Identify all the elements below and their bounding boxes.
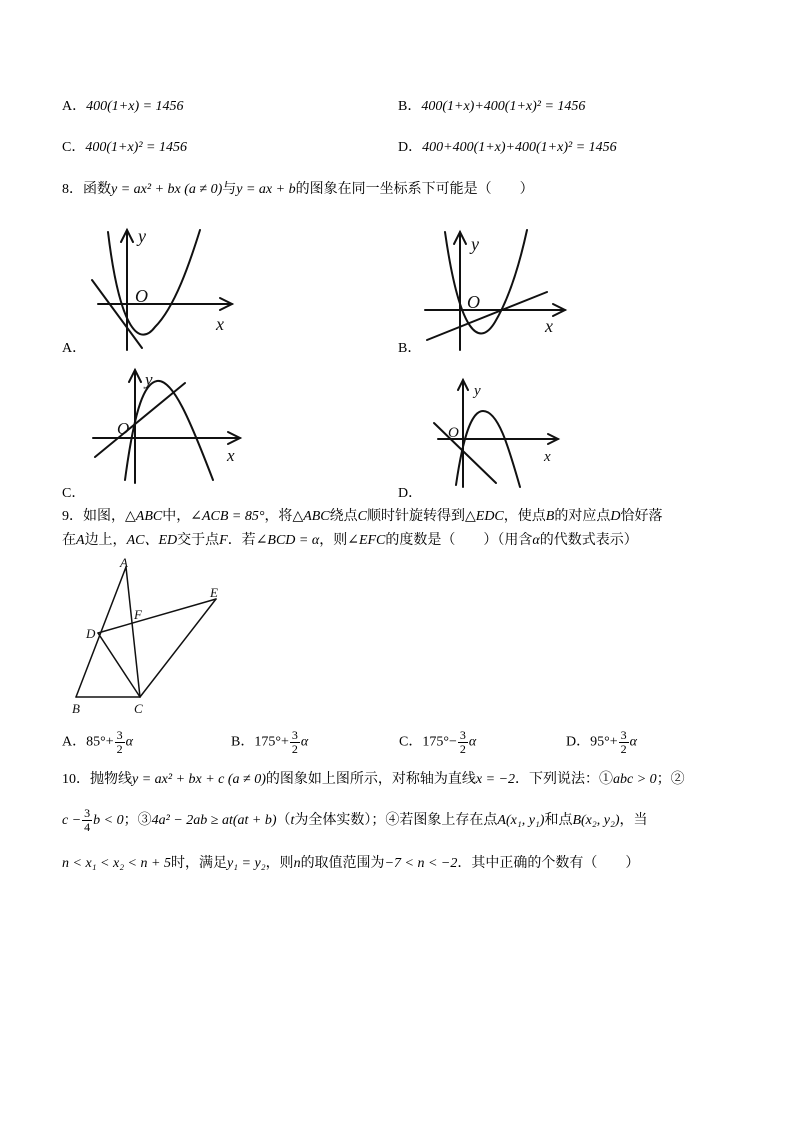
formula: 4a² − 2ab ≥ at(at + b) (151, 813, 277, 828)
option-expression: 400(1+x)² = 1456 (85, 140, 187, 155)
question-number: 8． (62, 182, 83, 197)
stem-text: 10．抛物线 (62, 772, 132, 787)
option-expression: 400(1+x)+400(1+x)² = 1456 (421, 99, 586, 114)
numerator: 3 (291, 728, 298, 742)
formula: A (76, 533, 85, 548)
stem-text: ．若 (227, 533, 256, 548)
stem-text: 的度数是（ ）（用含 (385, 533, 533, 548)
point-e-label: E (210, 585, 218, 600)
stem-text: 9．如图， (62, 509, 125, 524)
y-label: y (145, 370, 153, 389)
denominator: 4 (84, 820, 91, 835)
option-expression: 400+400(1+x)+400(1+x)² = 1456 (422, 140, 617, 155)
formula: y = ax² + bx + c (a ≠ 0) (132, 772, 266, 787)
stem-text: ，则 (265, 856, 294, 871)
formula: n (293, 856, 301, 871)
fraction (82, 807, 92, 834)
q8-graph-d (428, 375, 568, 490)
denominator: 2 (459, 742, 466, 756)
origin-label: O (117, 419, 130, 438)
formula: −7 < n < −2 (384, 856, 458, 871)
q7-option-b (398, 98, 585, 116)
option-label: B． (398, 99, 422, 114)
q9-option-b (231, 729, 308, 756)
q9-triangle-figure (68, 555, 238, 715)
option-variable: α (300, 734, 309, 750)
q10-line1 (62, 771, 685, 789)
option-variable: α (125, 734, 133, 750)
stem-text: （ (276, 813, 291, 828)
formula: △ABC (292, 509, 330, 524)
formula: α (532, 533, 540, 548)
numerator: 3 (116, 728, 123, 742)
fraction (458, 729, 468, 756)
point-f-label: F (134, 607, 142, 622)
option-label: C． (399, 734, 423, 750)
formula: y = ax + b (236, 182, 296, 197)
denominator: 2 (116, 742, 123, 756)
stem-text: ；② (656, 772, 685, 787)
q9-option-c (399, 729, 476, 756)
stem-text: ，则 (319, 533, 348, 548)
numerator: 3 (620, 728, 627, 742)
formula: y₁ = y₂ (226, 856, 266, 871)
option-label: D． (566, 734, 591, 750)
formula: y = ax² + bx (a ≠ 0) (111, 182, 223, 197)
line (434, 423, 496, 483)
option-degree: 95°+ (590, 734, 618, 750)
formula: △ABC (125, 509, 163, 524)
stem-text: ，将 (264, 509, 293, 524)
line (95, 383, 185, 457)
q9-stem-line1 (62, 508, 662, 526)
option-label: B． (231, 734, 255, 750)
q7-option-c (62, 139, 187, 157)
q9-stem-line2 (62, 532, 638, 550)
option-label: A． (62, 99, 87, 114)
q8-label-c: C． (62, 486, 86, 501)
stem-text: 与 (222, 182, 237, 197)
formula: A(x₁, y₁) (497, 813, 545, 828)
stem-text: 在 (62, 533, 76, 548)
stem-text: 的代数式表示） (539, 533, 638, 548)
q10-line2 (62, 806, 648, 836)
q8-graph-c (85, 365, 255, 490)
stem-text: ．下列说法：① (515, 772, 614, 787)
q10-line3 (62, 855, 639, 873)
formula: F (219, 533, 228, 548)
point-a-label: A (120, 555, 128, 570)
q8-graph-a (80, 222, 250, 357)
y-label: y (471, 234, 479, 254)
q8-label-a: A． (62, 341, 87, 356)
denominator: 2 (620, 742, 627, 756)
parabola (445, 230, 527, 333)
option-expression: 400(1+x) = 1456 (86, 99, 184, 114)
stem-text: 绕点 (329, 509, 358, 524)
formula: ∠BCD = α (255, 533, 320, 548)
option-label: D． (398, 140, 423, 155)
denominator: 2 (291, 742, 298, 756)
stem-text: 交于点 (177, 533, 220, 548)
formula: b < 0 (93, 813, 124, 828)
q7-option-a (62, 98, 184, 116)
stem-text: 中， (162, 509, 191, 524)
x-label: x (227, 446, 235, 465)
stem-text: 恰好落 (620, 509, 663, 524)
q8-stem (62, 181, 534, 199)
origin-label: O (448, 425, 459, 441)
numerator: 3 (84, 806, 91, 821)
y-label: y (138, 226, 146, 246)
option-variable: α (468, 734, 477, 750)
point-c-label: C (134, 701, 143, 716)
stem-text: ，当 (619, 813, 648, 828)
segment-de (98, 599, 216, 633)
option-label: C． (62, 140, 86, 155)
formula: B (545, 509, 555, 524)
option-variable: α (629, 734, 637, 750)
stem-text: ；③ (123, 813, 152, 828)
line (427, 292, 547, 340)
formula: △EDC (465, 509, 504, 524)
point-b-label: B (72, 701, 80, 716)
option-degree: 85°+ (86, 734, 114, 750)
fraction (619, 729, 629, 756)
formula: c − (62, 813, 82, 828)
stem-text: 边上， (84, 533, 127, 548)
stem-text: 的取值范围为 (300, 856, 385, 871)
y-label: y (474, 383, 481, 399)
stem-text: 的图象如上图所示，对称轴为直线 (265, 772, 476, 787)
q9-option-d (566, 729, 637, 756)
x-label: x (545, 316, 553, 336)
stem-text: 函数 (83, 182, 111, 197)
fraction (115, 729, 125, 756)
stem-text: 的对应点 (554, 509, 611, 524)
point-d-label: D (86, 626, 96, 641)
formula: t (290, 813, 295, 828)
stem-text: 的图象在同一坐标系下可能是（ ） (295, 182, 534, 197)
option-label: A． (62, 734, 87, 750)
formula: C (357, 509, 367, 524)
formula: n < x₁ < x₂ < n + 5 (62, 856, 171, 871)
formula: AC、ED (126, 533, 178, 548)
origin-label: O (135, 286, 148, 306)
formula: ∠EFC (347, 533, 386, 548)
formula: B(x₂, y₂) (572, 813, 620, 828)
origin-label: O (467, 292, 480, 312)
q8-graph-b (415, 222, 585, 357)
q7-option-d (398, 139, 617, 157)
formula: x = −2 (475, 772, 516, 787)
segment-ec (140, 599, 216, 697)
numerator: 3 (459, 728, 466, 742)
x-label: x (216, 314, 224, 334)
formula: abc > 0 (613, 772, 657, 787)
formula: D (610, 509, 621, 524)
q8-label-d: D． (398, 486, 423, 501)
stem-text: 顺时针旋转得到 (367, 509, 465, 524)
fraction (290, 729, 300, 756)
stem-text: ．其中正确的个数有（ ） (457, 856, 640, 871)
x-label: x (544, 449, 551, 465)
option-degree: 175°− (422, 734, 457, 750)
option-degree: 175°+ (254, 734, 289, 750)
q8-label-b: B． (398, 341, 422, 356)
formula: ∠ACB = 85° (190, 509, 265, 524)
stem-text: ，使点 (503, 509, 546, 524)
stem-text: 和点 (544, 813, 573, 828)
q9-option-a (62, 729, 133, 756)
stem-text: 时，满足 (170, 856, 227, 871)
stem-text: 为全体实数）；④若图象上存在点 (294, 813, 498, 828)
